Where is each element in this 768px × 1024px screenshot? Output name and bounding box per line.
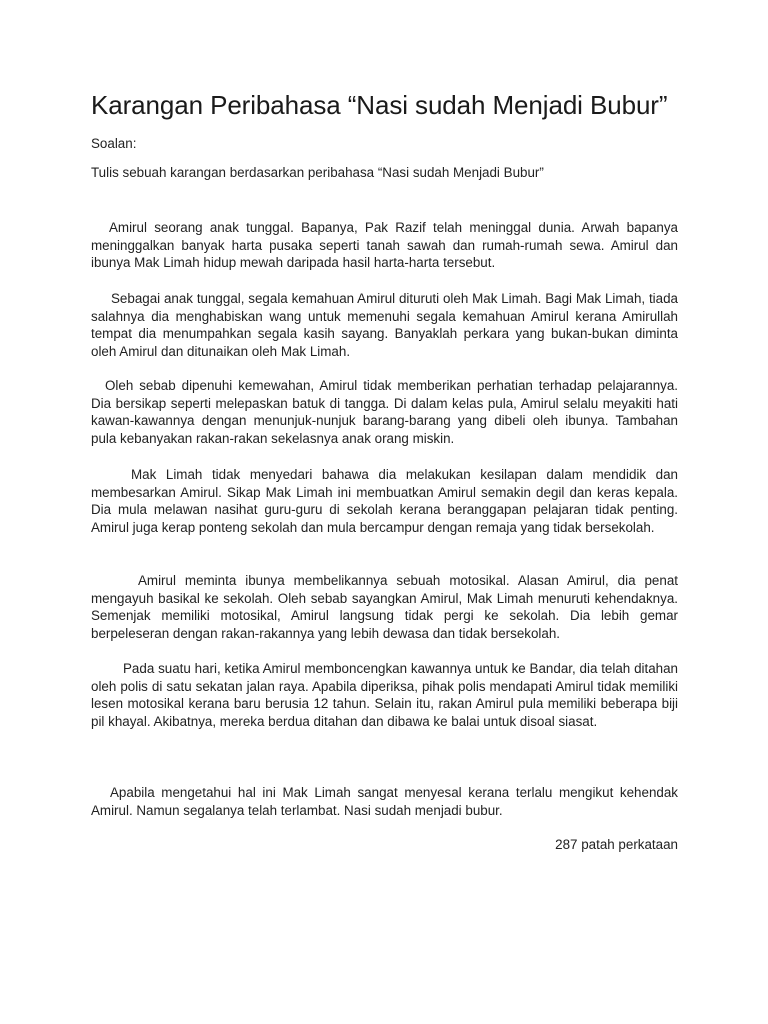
essay-paragraph-4: Mak Limah tidak menyedari bahawa dia melakukan kesilapan dalam mendidik dan membesarkan Amirul. Sikap Mak Limah ini membuatkan Amirul semakin degil dan keras kepala. Dia mula melawan nasihat guru-guru di sekolah kerana beranggapan pelajaran tidak penting. Amirul juga kerap ponteng sekolah dan mula bercampur dengan remaja yang tidak bersekolah. (91, 467, 678, 536)
word-count: 287 patah perkataan (555, 837, 678, 852)
soalan-label: Soalan: (91, 136, 137, 151)
essay-paragraph-2: Sebagai anak tunggal, segala kemahuan Amirul dituruti oleh Mak Limah. Bagi Mak Limah, tiada salahnya dia menghabiskan wang untuk memenuhi segala kemahuan Amirul kerana Amirullah tempat dia menumpahkan segala kasih sayang. Banyaklah perkara yang bukan-bukan diminta oleh Amirul dan ditunaikan oleh Mak Limah. (91, 291, 678, 360)
question-text: Tulis sebuah karangan berdasarkan peribahasa “Nasi sudah Menjadi Bubur” (91, 165, 544, 180)
essay-paragraph-7: Apabila mengetahui hal ini Mak Limah sangat menyesal kerana terlalu mengikut kehendak Amirul. Namun segalanya telah terlambat. Nasi sudah menjadi bubur. (91, 785, 678, 818)
essay-paragraph-5: Amirul meminta ibunya membelikannya sebuah motosikal. Alasan Amirul, dia penat mengayuh basikal ke sekolah. Oleh sebab sayangkan Amirul, Mak Limah menuruti kehendaknya. Semenjak memiliki motosikal, Amirul langsung tidak pergi ke sekolah. Dia lebih gemar berpeleseran dengan rakan-rakannya yang lebih dewasa dan tidak bersekolah. (91, 573, 678, 642)
essay-paragraph-1: Amirul seorang anak tunggal. Bapanya, Pak Razif telah meninggal dunia. Arwah bapanya meninggalkan banyak harta pusaka seperti tanah sawah dan rumah-rumah sewa. Amirul dan ibunya Mak Limah hidup mewah daripada hasil harta-harta tersebut. (91, 220, 678, 271)
essay-paragraph-3: Oleh sebab dipenuhi kemewahan, Amirul tidak memberikan perhatian terhadap pelajarannya. Dia bersikap seperti melepaskan batuk di tangga. Di dalam kelas pula, Amirul selalu meyakiti hati kawan-kawannya dengan menunjuk-nunjuk barang-barang yang dibeli oleh ibunya. Tambahan pula kebanyakan rakan-rakan sekelasnya anak orang miskin. (91, 378, 678, 447)
essay-paragraph-6: Pada suatu hari, ketika Amirul memboncengkan kawannya untuk ke Bandar, dia telah ditahan oleh polis di satu sekatan jalan raya. Apabila diperiksa, pihak polis mendapati Amirul tidak memiliki lesen motosikal kerana baru berusia 12 tahun. Selain itu, rakan Amirul pula memiliki beberapa biji pil khayal. Akibatnya, mereka berdua ditahan dan dibawa ke balai untuk disoal siasat. (91, 661, 678, 730)
document-title: Karangan Peribahasa “Nasi sudah Menjadi Bubur” (91, 90, 668, 120)
